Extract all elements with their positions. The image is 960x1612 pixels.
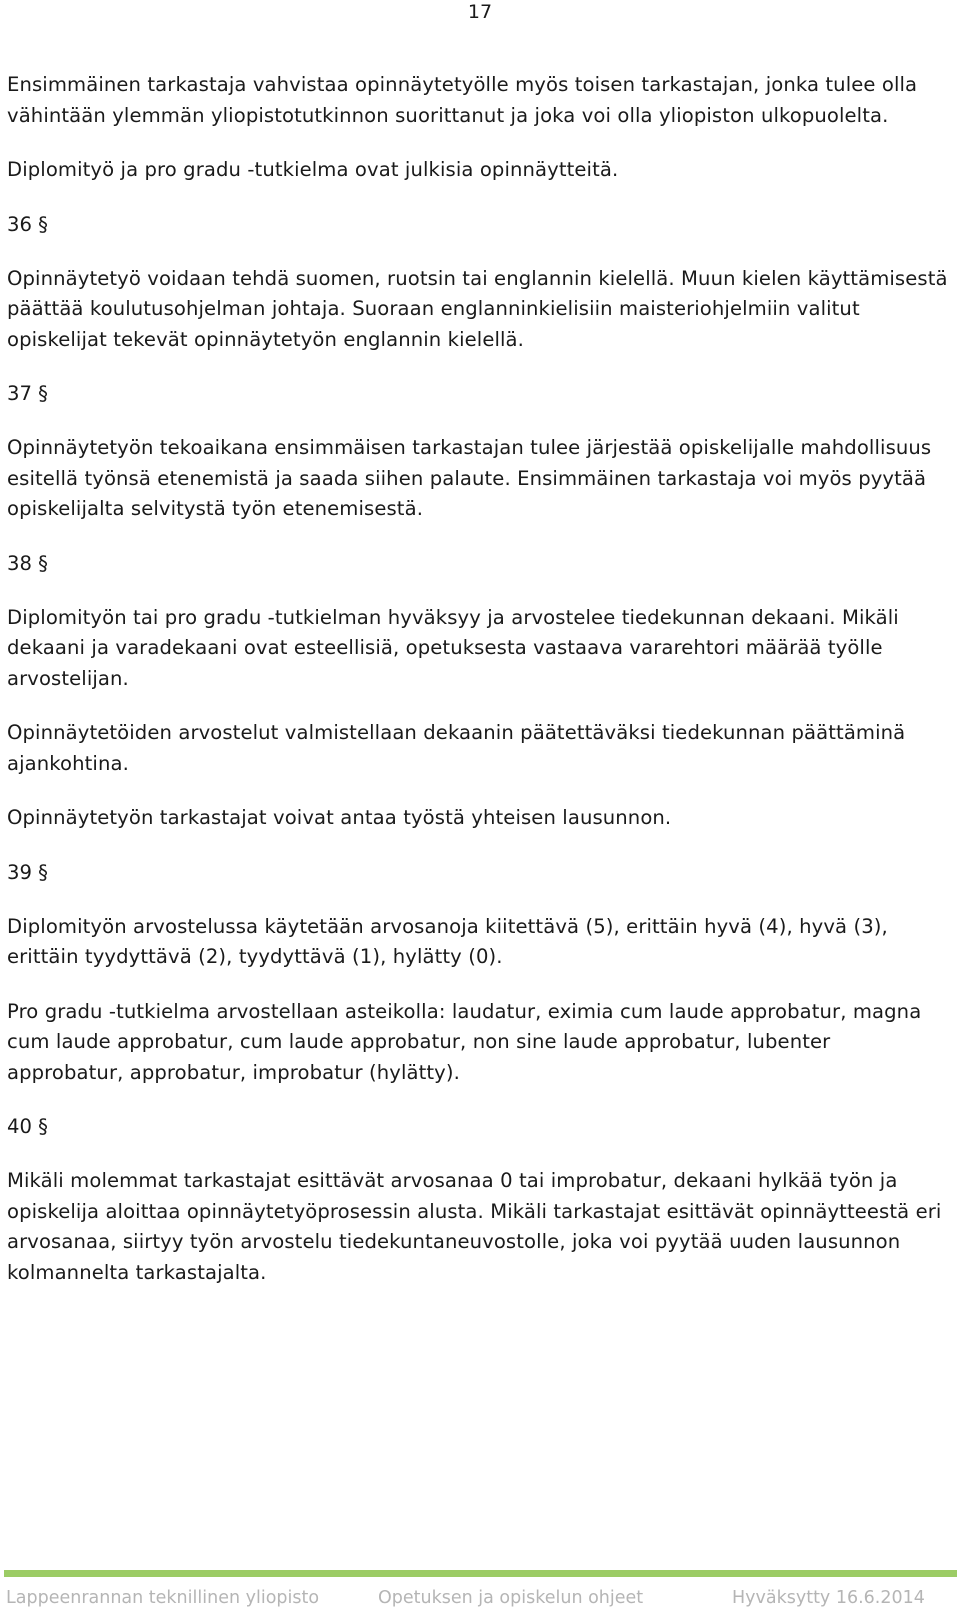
footer-divider — [4, 1570, 957, 1577]
section-heading: 38 § — [7, 551, 48, 575]
footer-document-title: Opetuksen ja opiskelun ohjeet — [378, 1588, 644, 1608]
footer-organization: Lappeenrannan teknillinen yliopisto — [6, 1588, 320, 1608]
paragraph: Pro gradu -tutkielma arvostellaan asteikolla: laudatur, eximia cum laude approbatur, magna cum laude approbatur, cum laude approbatur, non sine laude approbatur, lubenter approbatur, approbatur, improbatur (hylätty). — [7, 999, 922, 1084]
page-footer — [6, 1588, 956, 1612]
section-heading: 39 § — [7, 860, 48, 884]
paragraph: Ensimmäinen tarkastaja vahvistaa opinnäytetyölle myös toisen tarkastajan, jonka tulee olla vähintään ylemmän yliopistotutkinnon suorittanut ja joka voi olla yliopiston ulkopuolelta. — [7, 73, 918, 127]
paragraph: Opinnäytetyön tarkastajat voivat antaa työstä yhteisen lausunnon. — [7, 806, 672, 829]
paragraph: Mikäli molemmat tarkastajat esittävät arvosanaa 0 tai improbatur, dekaani hylkää työn ja opiskelija aloittaa opinnäytetyöprosessin alusta. Mikäli tarkastajat esittävät opinnäytteestä eri arvosanaa, siirtyy työn arvostelu tiedekuntaneuvostolle, joka voi pyytää uuden lausunnon kolmannelta tarkastajalta. — [7, 1169, 942, 1284]
paragraph: Opinnäytetöiden arvostelut valmistellaan dekaanin päätettäväksi tiedekunnan päättäminä ajankohtina. — [7, 721, 906, 775]
paragraph: Diplomityön arvostelussa käytetään arvosanoja kiitettävä (5), erittäin hyvä (4), hyvä (3), erittäin tyydyttävä (2), tyydyttävä (1), hylätty (0). — [7, 914, 888, 968]
paragraph: Opinnäytetyön tekoaikana ensimmäisen tarkastajan tulee järjestää opiskelijalle mahdollisuus esitellä työnsä etenemistä ja saada siihen palaute. Ensimmäinen tarkastaja voi myös pyytää opiskelijalta selvitystä työn etenemisestä. — [7, 436, 932, 520]
page-number: 17 — [467, 1, 493, 23]
footer-approval-date: Hyväksytty 16.6.2014 — [732, 1588, 925, 1608]
paragraph: Opinnäytetyö voidaan tehdä suomen, ruotsin tai englannin kielellä. Muun kielen käyttämisestä päättää koulutusohjelman johtaja. Suoraan englanninkielisiin maisteriohjelmiin valitut opiskelijat tekevät opinnäytetyön englannin kielellä. — [7, 266, 948, 351]
paragraph: Diplomityö ja pro gradu -tutkielma ovat julkisia opinnäytteitä. — [7, 158, 619, 181]
paragraph: Diplomityön tai pro gradu -tutkielman hyväksyy ja arvostelee tiedekunnan dekaani. Mikäli dekaani ja varadekaani ovat esteellisiä, opetuksesta vastaava vararehtori määrää työlle arvostelijan. — [7, 605, 899, 690]
section-heading: 37 § — [7, 382, 48, 405]
document-body — [7, 70, 952, 1312]
section-heading: 40 § — [7, 1115, 48, 1138]
section-heading: 36 § — [7, 212, 48, 236]
